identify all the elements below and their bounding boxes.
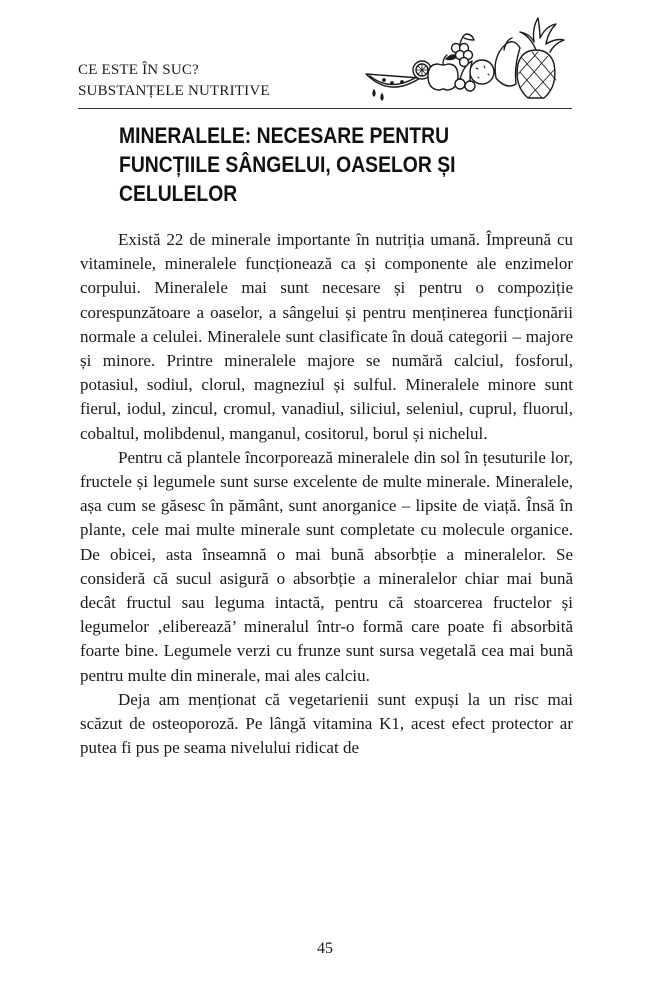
running-header-line-1: CE ESTE ÎN SUC? bbox=[78, 62, 199, 78]
fruit-illustration-icon bbox=[360, 14, 572, 106]
paragraph: Deja am menționat că vegetarienii sunt expuși la un risc mai scăzut de osteoporoză. Pe lângă vitamina K1, acest efect protector ar putea fi pus pe seama nivelului ridicat de bbox=[80, 689, 573, 758]
body-text bbox=[80, 228, 573, 760]
paragraph: Există 22 de minerale importante în nutriția umană. Împreună cu vitaminele, mineralele funcționează ca și componente ale enzimelor corpului. Mineralele mai sunt necesare și pentru o compoziție corespunzătoare a oaselor, a sângelui și pentru menținerea funcționării normale a celulei. Mineralele sunt clasificate în două categorii – majore și minore. Printre mineralele majore se numără calciul, fosforul, potasiul, sodiul, clorul, magneziul și sulful. Mineralele minore sunt fierul, iodul, zincul, cromul, vanadiul, siliciul, seleniul, cuprul, fluorul, cobaltul, molibdenul, manganul, cositorul, borul și nichelul. bbox=[80, 230, 573, 443]
header-divider bbox=[78, 108, 572, 109]
running-header-line-2: SUBSTANȚELE NUTRITIVE bbox=[78, 83, 270, 99]
paragraph: Pentru că plantele încorporează mineralele din sol în țesuturile lor, fructele și legumele sunt surse excelente de multe minerale. Mineralele, așa cum se găsesc în pământ, sunt anorganice – lipsite de viață. Însă în plante, cele mai multe minerale sunt completate cu molecule organice. De obicei, asta înseamnă o mai bună absorbție a mineralelor. Se consideră că sucul asigură o absorbție a mineralelor chiar mai bună decât fructul sau leguma intactă, pentru că stoarcerea fructelor și legumelor ‚eliberează’ mineralul într-o formă care poate fi absorbită foarte bine. Legumele verzi cu frunze sunt sursa vegetală cea mai bună pentru multe din minerale, mai ales calciu. bbox=[80, 447, 573, 685]
chapter-title: MINERALELE: NECESARE PENTRU FUNCȚIILE SÂNGELUI, OASELOR ȘI CELULELOR bbox=[119, 123, 456, 206]
running-header bbox=[78, 60, 270, 102]
page-number: 45 bbox=[317, 940, 333, 957]
